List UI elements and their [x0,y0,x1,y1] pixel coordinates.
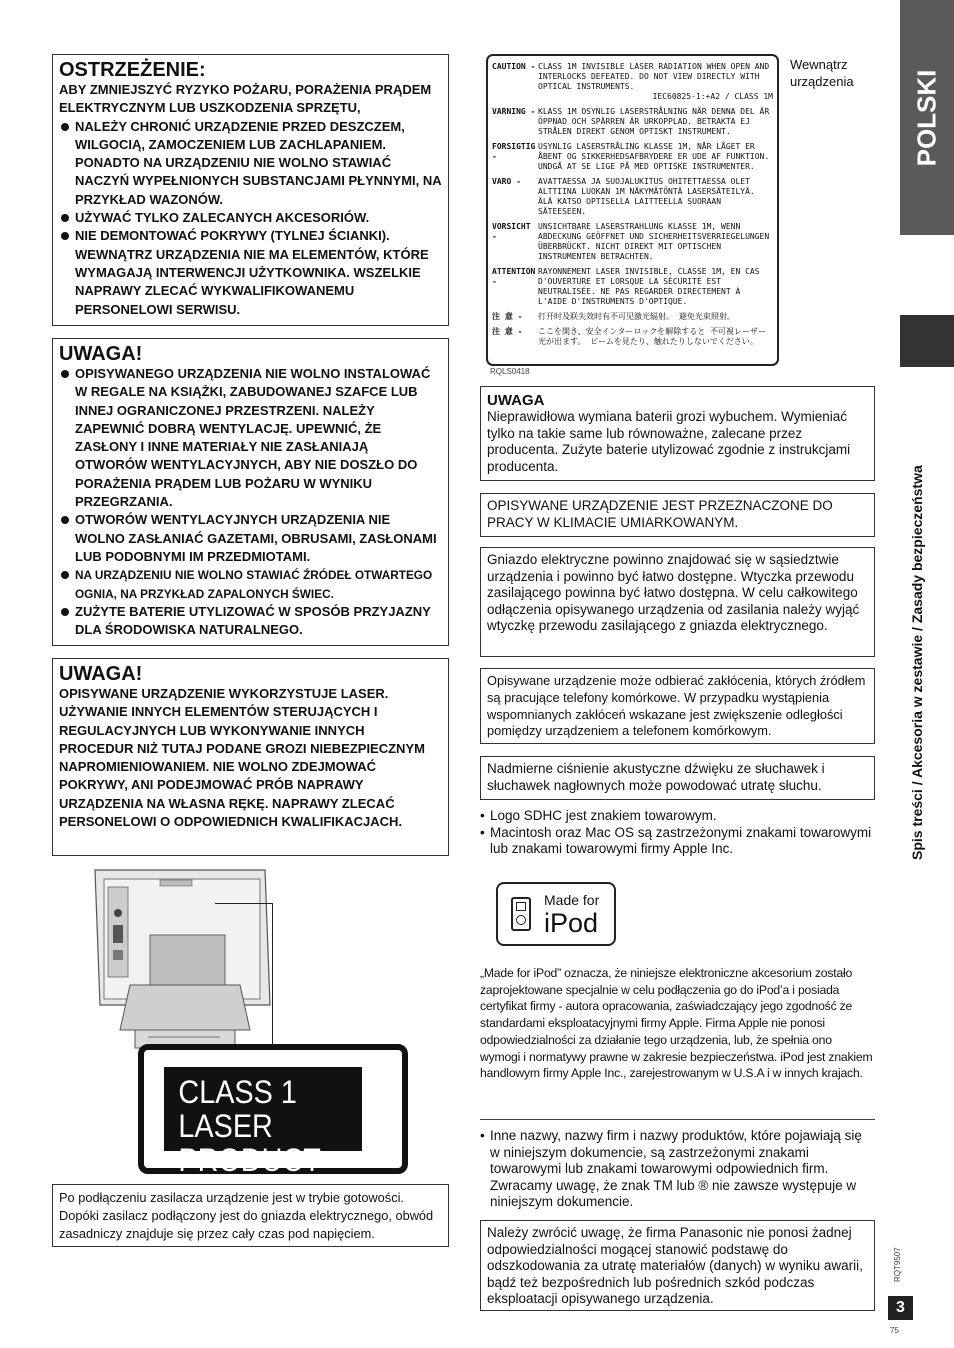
ostrzezenie-intro: ABY ZMNIEJSZYĆ RYZYKO POŻARU, PORAŻENIA PRĄDEM ELEKTRYCZNYM LUB USZKODZENIA SPRZĘTU, [59,82,432,116]
ostrzezenie-item: UŻYWAĆ TYLKO ZALECANYCH AKCESORIÓW. [59,209,442,227]
other-names [480,1128,875,1211]
page-total: 75 [890,1326,899,1335]
ostrzezenie-item: NIE DEMONTOWAĆ POKRYWY (TYLNEJ ŚCIANKI). WEWNĄTRZ URZĄDZENIA NIE MA ELEMENTÓW, KTÓRE WYMAGAJĄ INTERWENCJI UŻYTKOWNIKA. WSZELKIE NAPRAWY ZLECAĆ WYKWALIFIKOWANEMU PERSONELOWI SERWISU. [59,227,442,318]
uwaga-battery-title: UWAGA [487,392,545,409]
label-key: FORSIGTIG - [492,142,536,161]
liability-note-text: Należy zwrócić uwagę, że firma Panasonic nie ponosi żadnej odpowiedzialności mogącej stanowić podstawę do odszkodowania za utratę materiałów (danych) w wyniku awarii, bądź też bezpośrednich lub pośrednich szkód podczas eksploatacji opisywanego urządzenia. [487,1225,863,1307]
trademarks-list [480,808,875,858]
label-ref: IEC60825-1:+A2 / CLASS 1M [652,92,773,101]
label-row [492,62,773,102]
laser-label-caption: Wewnątrz urządzenia [790,57,854,89]
page-number: 3 [896,1299,905,1316]
ipod-text [480,965,875,1082]
label-text: CLASS 1M INVISIBLE LASER RADIATION WHEN OPEN AND INTERLOCKS DEFEATED. DO NOT VIEW DIRECTLY WITH OPTICAL INSTRUMENTS. [538,62,770,91]
uwaga-laser-text: OPISYWANE URZĄDZENIE WYKORZYSTUJE LASER. UŻYWANIE INNYCH ELEMENTÓW STERUJĄCYCH I REGULACYJNYCH LUB WYKONYWANIE INNYCH PROCEDUR NIŻ TUTAJ PODANE GROZI NIEBEZPIECZNYM NAPROMIENIOWANIEM. NIE WOLNO ZDEJMOWAĆ POKRYWY, ANI PODEJMOWAĆ PRÓB NAPRAWY URZĄDZENIA NA WŁASNA RĘKĘ. NAPRAWY ZLECAĆ PERSONELOWI O ODPOWIEDNICH KWALIFIKACJACH. [59,686,425,830]
label-row [492,222,773,262]
ostrzezenie-title: OSTRZEŻENIE: [59,59,206,81]
label-row [492,107,773,137]
trademark-item: • Macintosh oraz Mac OS są zastrzeżonymi znakami towarowymi lub znakami towarowymi firmy Apple Inc. [480,825,875,858]
label-text: RAYONNEMENT LASER INVISIBLE, CLASSE 1M, EN CAS D'OUVERTURE ET LORSQUE LA SÉCURITÉ EST NEUTRALISÉE. NE PAS REGARDER DIRECTEMENT À L'AIDE D'INSTRUMENTS D'OPTIQUE. [538,267,760,306]
headphones-note [480,756,875,800]
trademark-item: • Logo SDHC jest znakiem towarowym. [480,808,875,825]
uwaga-ventilation-box [52,338,449,646]
headphones-note-text: Nadmierne ciśnienie akustyczne dźwięku ze słuchawek i słuchawek nagłownych może powodować utratę słuchu. [487,761,825,793]
label-key: 注 意 - [492,312,523,321]
label-row [492,312,773,322]
uwaga-battery-box [480,386,875,481]
climate-note [480,493,875,537]
label-text: ここを開き、安全インターロックを解除すると 不可視レーザー光が出ます。 ビームを見たり、触れたりしないでください。 [538,327,767,346]
ipod-logo-line1: Made for [544,892,600,908]
laser-label-code: RQLS0418 [490,367,530,376]
ipod-text-body: „Made for iPod” oznacza, że niniejsze elektroniczne akcesorium zostało zaprojektowane specjalnie w celu podłączenia go do iPod’a i posiada certyfikat firmy - autora opracowania, zaświadczający jego zgodność ze standardami eksploatacyjnymi firmy Apple. Firma Apple nie ponosi odpowiedzialności za działanie tego urządzenia, lub, że spełnia ono wymogi i normatywy prawne w zakresie bezpieczeństwa. iPod jest znakiem handlowym firmy Apple Inc., zarejestrowanym w U.S.A i w innych krajach. [480,966,873,1081]
standby-note [52,1184,449,1247]
uwaga-item: OTWORÓW WENTYLACYJNYCH URZĄDZENIA NIE WOLNO ZASŁANIAĆ GAZETAMI, OBRUSAMI, ZASŁONAMI LUB PODOBNYMI IM PRZEDMIOTAMI. [59,511,442,566]
label-text: KLASS 1M OSYNLIG LASERSTRÅLNING NÄR DENNA DEL ÄR ÖPPNAD OCH SPÄRREN ÄR URKOPPLAD. BETRAKTA EJ STRÅLEN DIREKT GENOM OPTISKT INSTRUMENT. [538,107,770,136]
label-text: USYNLIG LASERSTRÅLING KLASSE 1M, NÅR LÅGET ER ÅBENT OG SIKKERHEDSAFBRYDERE ER UDE AF FUNKTION. UNDGÅ AT SE LIGE PÅ MED OPTISKE INSTRUMENTER. [538,142,770,171]
ipod-logo-line2: iPod [544,908,599,938]
section-marker [900,315,954,367]
label-key: VARO - [492,177,521,186]
liability-note [480,1220,875,1311]
laser-class-line1: CLASS 1 [178,1074,297,1110]
uwaga-laser-box [52,658,449,856]
climate-note-text: OPISYWANE URZĄDZENIE JEST PRZEZNACZONE DO PRACY W KLIMACIE UMIARKOWANYM. [487,498,833,530]
language-tab-label: POLSKI [911,69,942,167]
uwaga-item: NA URZĄDZENIU NIE WOLNO STAWIAĆ ŹRÓDEŁ OTWARTEGO OGNIA, NA PRZYKŁAD ZAPALONYCH ŚWIEC. [59,566,442,603]
interference-note [480,668,875,744]
label-row [492,267,773,307]
label-key: CAUTION - [492,62,536,71]
language-tab [900,0,954,235]
ipod-device-icon [511,897,531,931]
callout-line [215,903,273,904]
laser-class-inner [164,1067,362,1178]
doc-code: RQT9507 [893,1247,902,1282]
uwaga-item: ZUŻYTE BATERIE UTYLIZOWAĆ W SPOSÓB PRZYJAZNY DLA ŚRODOWISKA NATURALNEGO. [59,603,442,640]
device-rear-illustration [90,865,280,1060]
uwaga-battery-text: Nieprawidłowa wymiana baterii grozi wybuchem. Wymieniać tylko na takie same lub równoważne, zalecane przez producenta. Zużyte baterie utylizować zgodnie z instrukcjami producenta. [487,409,851,474]
label-text: 打开时及联失效时有不可见激光辐射。 避免光束照射。 [538,312,735,321]
made-for-ipod-logo [496,882,616,946]
socket-note [480,547,875,657]
section-title: Spis treści / Akcesoria w zestawie / Zasady bezpieczeństwa [909,465,925,860]
label-row [492,142,773,172]
label-key: VARNING - [492,107,536,116]
page-number-box [888,1296,913,1320]
label-row [492,327,773,347]
ostrzezenie-box [52,54,449,326]
socket-note-text: Gniazdo elektryczne powinno znajdować się w sąsiedztwie urządzenia i powinno być łatwo dostępne. Wtyczka przewodu zasilającego powinna być łatwo dostępna. W celu całkowitego odłączenia opisywanego urządzenia od zasilania należy wyjąć wtyczkę przewodu zasilającego z gniazda elektrycznego. [487,552,860,634]
label-key: VORSICHT - [492,222,531,241]
interference-note-text: Opisywane urządzenie może odbierać zakłócenia, których źródłem są pracujące telefony komórkowe. W przypadku wystąpienia wspomnianych zakłóceń wskazane jest zwiększenie odległości pomiędzy urządzeniem a telefonem komórkowym. [487,673,866,739]
label-key: 注 意 - [492,327,523,336]
laser-class-label [138,1044,408,1178]
label-text: AVATTAESSA JA SUOJALUKITUS OHITETTAESSA OLET ALTTIINA LUOKAN 1M NÄKYMÄTÖNTÄ LASERSÄTEILYÄ. ÄLÄ KATSO OPTISELLA LAITTEELLA SUORAAN SÄTEESEEN. [538,177,755,216]
uwaga-laser-title: UWAGA! [59,663,143,685]
divider [480,1119,875,1120]
label-row [492,177,773,217]
laser-class-line2: LASER PRODUCT [178,1108,321,1178]
uwaga-title: UWAGA! [59,343,143,365]
ostrzezenie-item: NALEŻY CHRONIĆ URZĄDZENIE PRZED DESZCZEM, WILGOCIĄ, ZAMOCZENIEM LUB ZACHLAPANIEM. PONADTO NA URZĄDZENIU NIE WOLNO STAWIAĆ NACZYŃ WYPEŁNIONYCH SUBSTANCJAMI PŁYNNYMI, NA PRZYKŁAD WAZONÓW. [59,118,442,209]
laser-warning-label [486,54,779,366]
uwaga-item: OPISYWANEGO URZĄDZENIA NIE WOLNO INSTALOWAĆ W REGALE NA KSIĄŻKI, ZABUDOWANEJ SZAFCE LUB INNEJ OGRANICZONEJ PRZESTRZENI. NALEŻY ZAPEWNIĆ DOBRĄ WENTYLACJĘ. UPEWNIĆ, ŻE ZASŁONY I INNE MATERIAŁY NIE ZASŁANIAJĄ OTWORÓW WENTYLACYJNYCH, ABY NIE DOSZŁO DO PORAŻENIA PRĄDEM LUB POŻARU W WYNIKU PRZEGRZANIA. [59,365,442,511]
callout-line [272,903,273,1046]
standby-note-text: Po podłączeniu zasilacza urządzenie jest w trybie gotowości. Dopóki zasilacz podłączony jest do gniazda elektrycznego, obwód zasadniczy znajduje się przez cały czas pod napięciem. [59,1190,434,1241]
other-names-text: • Inne nazwy, nazwy firm i nazwy produktów, które pojawiają się w niniejszym dokumencie, są zastrzeżonymi znakami towarowymi lub znakami towarowymi odpowiednich firm. Zwracamy uwagę, że znak TM lub ® nie zawsze występuje w niniejszym dokumencie. [480,1128,875,1211]
label-text: UNSICHTBARE LASERSTRAHLUNG KLASSE 1M, WENN ABDECKUNG GEÖFFNET UND SICHERHEITSVERRIEGELUNGEN ÜBERBRÜCKT. NICHT DIREKT MIT OPTISCHEN INSTRUMENTEN BETRACHTEN. [538,222,770,261]
label-key: ATTENTION - [492,267,536,286]
